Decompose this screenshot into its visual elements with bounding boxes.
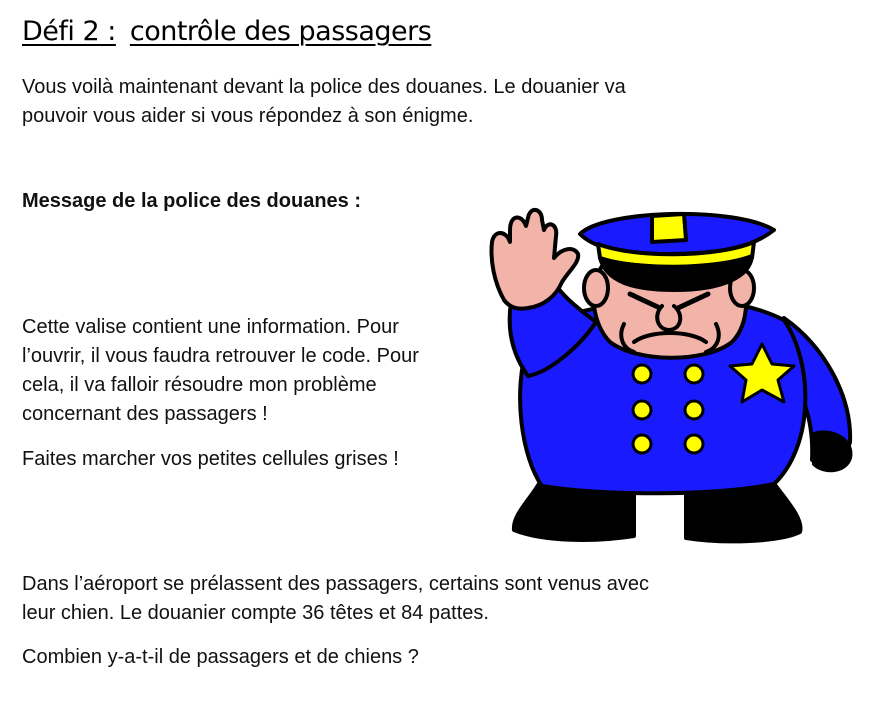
uniform-button	[633, 435, 651, 453]
uniform-button	[685, 435, 703, 453]
right-hand	[814, 432, 850, 470]
page-title	[22, 16, 431, 47]
question-text: Combien y-a-t-il de passagers et de chiens ?	[22, 646, 419, 668]
customs-officer-illustration	[484, 196, 864, 548]
uniform-button	[685, 401, 703, 419]
title-challenge-name: contrôle des passagers	[129, 16, 432, 47]
message-line-2: l’ouvrir, il vous faudra retrouver le code. Pour	[22, 345, 419, 367]
title-challenge-number: Défi 2 :	[22, 16, 116, 47]
uniform-button	[633, 401, 651, 419]
message-heading: Message de la police des douanes :	[22, 190, 362, 212]
left-ear	[584, 270, 608, 306]
message-line-3: cela, il va falloir résoudre mon problème	[22, 374, 377, 396]
problem-line-1: Dans l’aéroport se prélassent des passagers, certains sont venus avec	[22, 573, 650, 595]
message-line-1: Cette valise contient une information. Pour	[22, 316, 399, 338]
message-line-4: concernant des passagers !	[22, 403, 268, 425]
hat-badge	[652, 214, 686, 242]
encouragement-text: Faites marcher vos petites cellules grises !	[22, 448, 399, 470]
nose	[657, 306, 680, 330]
uniform-button	[633, 365, 651, 383]
intro-line-1: Vous voilà maintenant devant la police des douanes. Le douanier va	[22, 76, 626, 98]
problem-line-2: leur chien. Le douanier compte 36 têtes et 84 pattes.	[22, 602, 489, 624]
intro-line-2: pouvoir vous aider si vous répondez à son énigme.	[22, 105, 474, 127]
uniform-button	[685, 365, 703, 383]
